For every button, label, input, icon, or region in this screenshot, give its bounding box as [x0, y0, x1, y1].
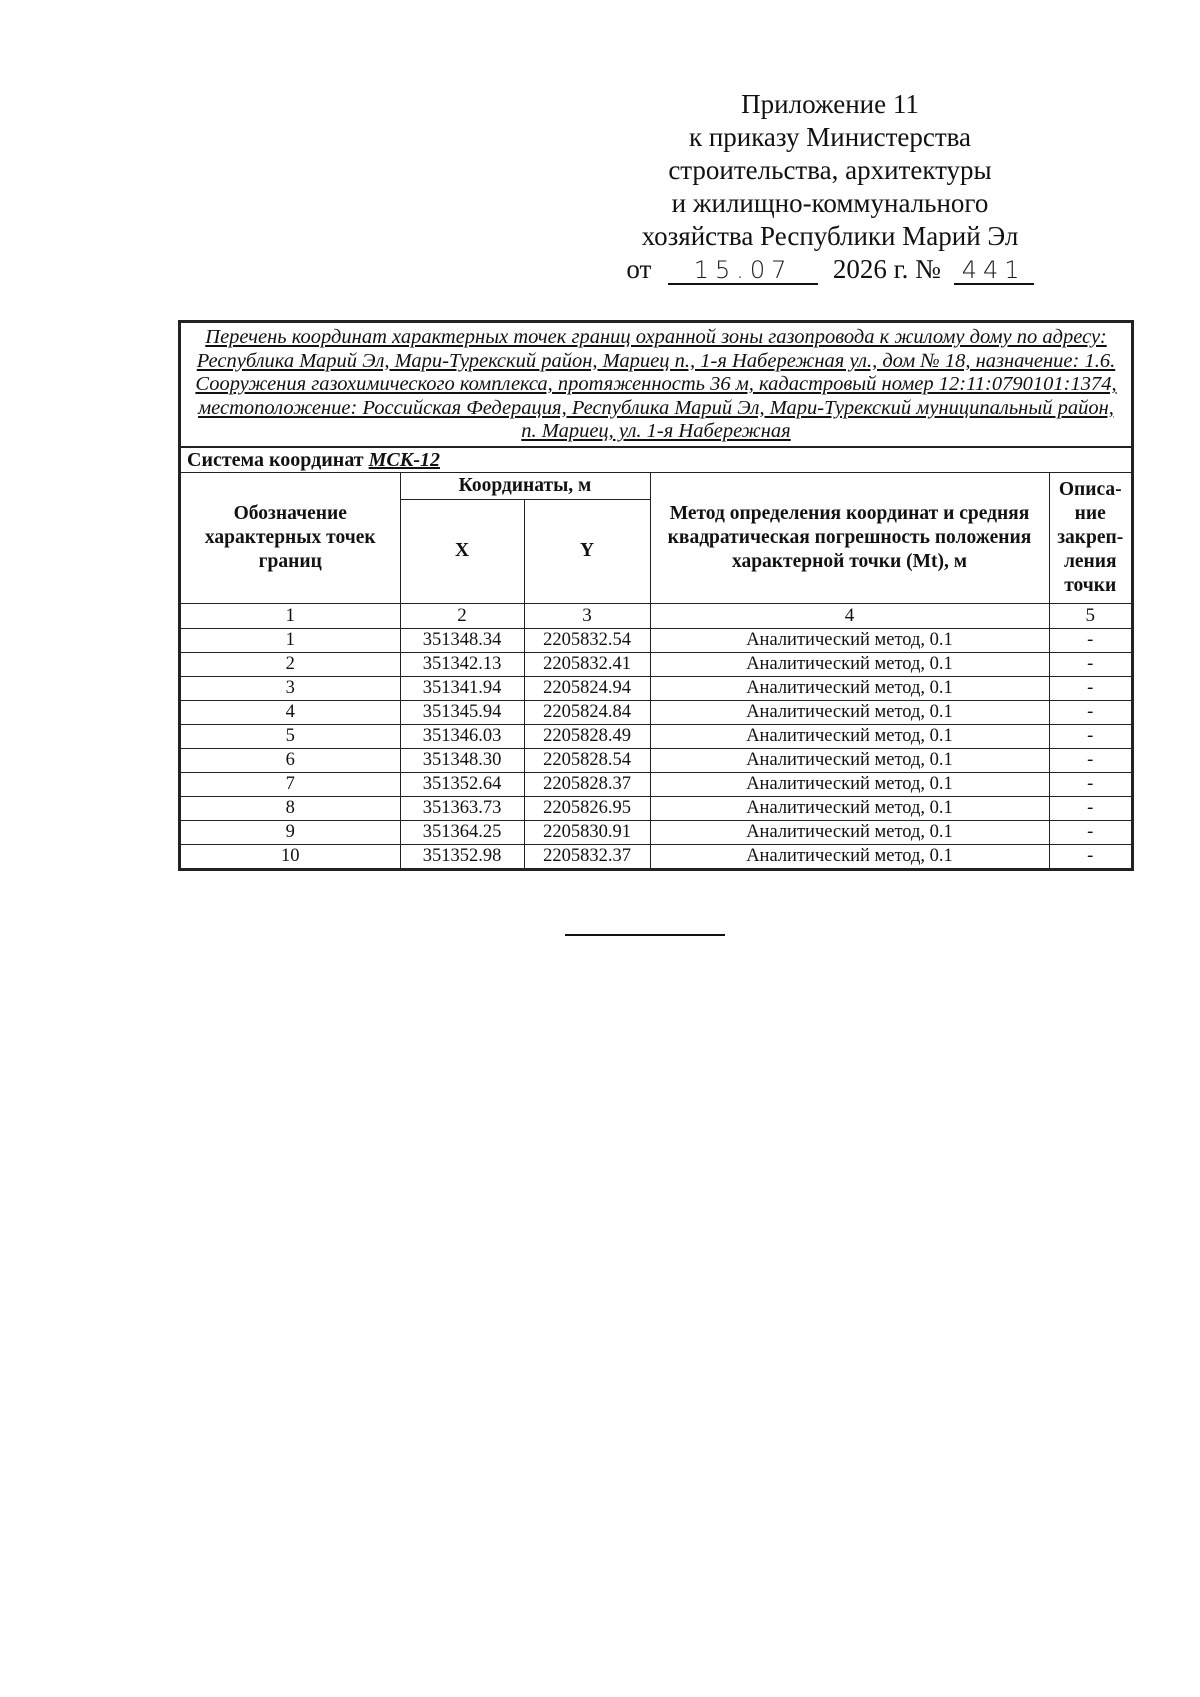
cell-method: Аналитический метод, 0.1	[650, 628, 1049, 652]
cell-description: -	[1049, 676, 1131, 700]
cell-point: 2	[181, 652, 400, 676]
cell-method: Аналитический метод, 0.1	[650, 844, 1049, 868]
from-label: от	[626, 254, 652, 284]
header-designation: Обозначение характерных точек границ	[181, 473, 400, 604]
cell-method: Аналитический метод, 0.1	[650, 700, 1049, 724]
table-row	[181, 772, 1131, 796]
table-row	[181, 748, 1131, 772]
cell-y: 2205828.54	[524, 748, 650, 772]
cell-x: 351363.73	[400, 796, 524, 820]
cell-description: -	[1049, 700, 1131, 724]
cell-x: 351342.13	[400, 652, 524, 676]
cell-x: 351348.34	[400, 628, 524, 652]
cell-y: 2205832.37	[524, 844, 650, 868]
cell-method: Аналитический метод, 0.1	[650, 652, 1049, 676]
table-row	[181, 652, 1131, 676]
handwritten-date: 15.07	[668, 257, 818, 285]
header-coordinates: Координаты, м	[400, 473, 650, 500]
table-row	[181, 820, 1131, 844]
header-method: Метод определения координат и средняя квадратическая погрешность положения характерной точки (Mt), м	[650, 473, 1049, 604]
handwritten-order-number: 441	[954, 257, 1034, 285]
column-number: 4	[650, 603, 1049, 628]
order-line-3: строительства, архитектуры	[668, 155, 992, 185]
cell-x: 351345.94	[400, 700, 524, 724]
coordinates-grid	[181, 473, 1131, 868]
coordinates-table	[178, 320, 1134, 871]
header-x: X	[400, 499, 524, 603]
cell-point: 1	[181, 628, 400, 652]
cell-y: 2205832.41	[524, 652, 650, 676]
cell-description: -	[1049, 724, 1131, 748]
cell-x: 351346.03	[400, 724, 524, 748]
cell-method: Аналитический метод, 0.1	[650, 796, 1049, 820]
cell-point: 8	[181, 796, 400, 820]
cell-y: 2205832.54	[524, 628, 650, 652]
appendix-header	[600, 88, 1060, 286]
order-date-line	[600, 253, 1060, 286]
column-number: 3	[524, 603, 650, 628]
cell-description: -	[1049, 748, 1131, 772]
table-row	[181, 628, 1131, 652]
cell-point: 10	[181, 844, 400, 868]
table-row	[181, 724, 1131, 748]
appendix-title: Приложение 11	[741, 89, 919, 119]
cell-point: 5	[181, 724, 400, 748]
order-line-2: к приказу Министерства	[688, 122, 972, 152]
header-description: Описа-ние закреп-ления точки	[1049, 473, 1131, 604]
coordinate-system-label: Система координат	[187, 448, 364, 471]
cell-description: -	[1049, 796, 1131, 820]
cell-method: Аналитический метод, 0.1	[650, 724, 1049, 748]
cell-method: Аналитический метод, 0.1	[650, 772, 1049, 796]
column-number-row	[181, 603, 1131, 628]
cell-x: 351352.64	[400, 772, 524, 796]
cell-x: 351348.30	[400, 748, 524, 772]
cell-y: 2205828.37	[524, 772, 650, 796]
cell-y: 2205824.94	[524, 676, 650, 700]
cell-method: Аналитический метод, 0.1	[650, 820, 1049, 844]
cell-description: -	[1049, 772, 1131, 796]
cell-point: 6	[181, 748, 400, 772]
column-number: 2	[400, 603, 524, 628]
cell-point: 3	[181, 676, 400, 700]
cell-y: 2205824.84	[524, 700, 650, 724]
cell-description: -	[1049, 820, 1131, 844]
cell-x: 351352.98	[400, 844, 524, 868]
cell-x: 351341.94	[400, 676, 524, 700]
cell-description: -	[1049, 652, 1131, 676]
cell-point: 7	[181, 772, 400, 796]
table-row	[181, 700, 1131, 724]
column-number: 1	[181, 603, 400, 628]
header-y: Y	[524, 499, 650, 603]
table-row	[181, 676, 1131, 700]
cell-y: 2205830.91	[524, 820, 650, 844]
table-row	[181, 844, 1131, 868]
order-line-5: хозяйства Республики Марий Эл	[641, 221, 1019, 251]
cell-point: 9	[181, 820, 400, 844]
cell-y: 2205826.95	[524, 796, 650, 820]
cell-x: 351364.25	[400, 820, 524, 844]
coordinate-system-row	[181, 448, 1131, 473]
cell-method: Аналитический метод, 0.1	[650, 748, 1049, 772]
cell-description: -	[1049, 844, 1131, 868]
cell-description: -	[1049, 628, 1131, 652]
cell-point: 4	[181, 700, 400, 724]
table-row	[181, 796, 1131, 820]
order-line-4: и жилищно-коммунального	[671, 188, 989, 218]
end-rule	[565, 934, 725, 936]
coordinate-system-value: МСК-12	[368, 448, 440, 471]
table-title: Перечень координат характерных точек границ охранной зоны газопровода к жилому дому по адресу: Республика Марий Эл, Мари-Турекский район, Мариец п., 1-я Набережная ул., дом № 18, назначение: 1.6. Сооружения газохимического комплекса, протяженность 36 м, кадастровый номер 12:11:0790101:1374, местоположение: Российская Федерация, Республика Марий Эл, Мари-Турекский муниципальный район, п. Мариец, ул. 1-я Набережная	[181, 323, 1131, 448]
cell-y: 2205828.49	[524, 724, 650, 748]
year-label: 2026 г. №	[832, 254, 941, 284]
cell-method: Аналитический метод, 0.1	[650, 676, 1049, 700]
column-number: 5	[1049, 603, 1131, 628]
